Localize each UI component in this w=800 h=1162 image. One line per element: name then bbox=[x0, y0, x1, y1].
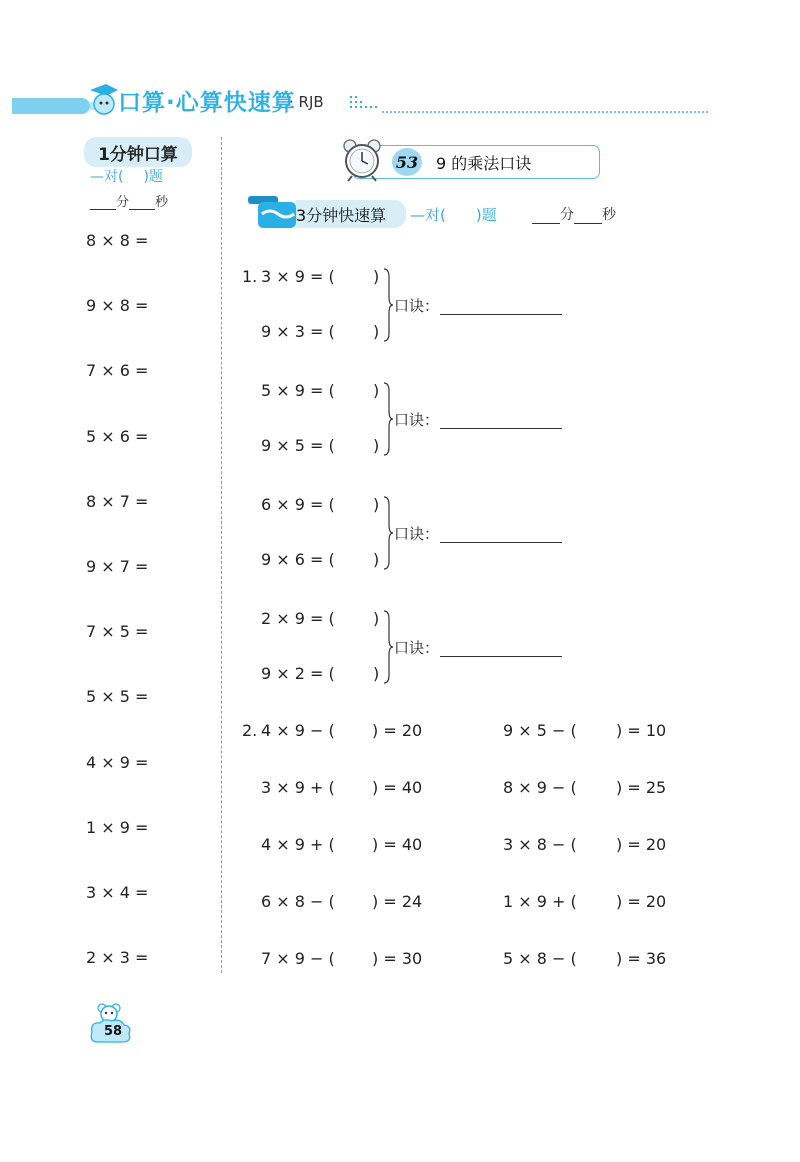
side-question: 9 × 8 = bbox=[86, 296, 149, 316]
part1-answer-slot[interactable] bbox=[338, 609, 370, 629]
part2-right-expr: 1 × 9 + ( bbox=[503, 892, 577, 911]
rhyme-label: 口诀： bbox=[394, 525, 440, 543]
side-question: 8 × 8 = bbox=[86, 231, 149, 250]
side-question: 2 × 3 = bbox=[86, 948, 149, 968]
side-question: 5 × 6 = bbox=[86, 426, 149, 446]
part2-right-answer-slot[interactable] bbox=[578, 721, 612, 741]
side-min-blank[interactable] bbox=[90, 209, 116, 210]
side-title: 1分钟口算 bbox=[84, 137, 192, 167]
part2-left-answer-slot[interactable] bbox=[336, 721, 368, 741]
part1-expr-a: 5 × 9 = ( bbox=[261, 381, 335, 400]
part2-left-expr: 7 × 9 − ( bbox=[261, 949, 335, 968]
section-score-prefix: —对( bbox=[410, 206, 446, 224]
lesson-title: 9 的乘法口诀 bbox=[436, 154, 532, 173]
part2-left-answer-slot[interactable] bbox=[336, 892, 368, 912]
page-number: 58 bbox=[103, 1024, 123, 1039]
part1-number: 1. bbox=[242, 267, 258, 286]
section-score-suffix: )题 bbox=[475, 206, 497, 224]
side-sec-blank[interactable] bbox=[129, 209, 155, 210]
part1-answer-slot[interactable] bbox=[338, 436, 370, 456]
part2-left-expr: 3 × 9 + ( bbox=[261, 778, 335, 797]
header-bar bbox=[12, 98, 90, 114]
part2-left-result: ) = 24 bbox=[372, 892, 423, 911]
part1-expr-a: 6 × 9 = ( bbox=[261, 495, 335, 514]
side-score-prefix: —对( bbox=[90, 169, 124, 185]
section-icon bbox=[246, 194, 296, 230]
mascot-icon bbox=[86, 80, 120, 120]
part1-expr-a: 2 × 9 = ( bbox=[261, 609, 335, 628]
part2-left-expr: 6 × 8 − ( bbox=[261, 892, 335, 911]
part2-right-result: ) = 20 bbox=[616, 892, 667, 911]
part2-left-result: ) = 30 bbox=[372, 949, 423, 968]
rhyme-label: 口诀： bbox=[394, 411, 440, 429]
section-min-label: 分 bbox=[560, 207, 574, 223]
side-time bbox=[90, 191, 168, 210]
part2-right-result: ) = 36 bbox=[616, 949, 667, 968]
part1-expr-b: 9 × 6 = ( bbox=[261, 550, 335, 569]
side-question: 7 × 5 = bbox=[86, 622, 149, 642]
part2-left-result: ) = 40 bbox=[372, 835, 423, 854]
part2-right-expr: 3 × 8 − ( bbox=[503, 835, 577, 854]
part2-left-result: ) = 40 bbox=[372, 778, 423, 797]
curly-brace-icon bbox=[381, 495, 395, 571]
part2-left-expr: 4 × 9 − ( bbox=[261, 721, 335, 740]
part2-left-result: ) = 20 bbox=[372, 721, 423, 740]
side-question: 7 × 6 = bbox=[86, 361, 149, 381]
part1-answer-slot[interactable] bbox=[338, 550, 370, 570]
section-sec-label: 秒 bbox=[602, 207, 616, 223]
side-question: 3 × 4 = bbox=[86, 883, 149, 902]
curly-brace-icon bbox=[381, 381, 395, 457]
rhyme-label: 口诀： bbox=[394, 297, 440, 315]
side-min-label: 分 bbox=[116, 195, 130, 210]
part1-answer-slot[interactable] bbox=[338, 495, 370, 515]
side-question: 8 × 7 = bbox=[86, 491, 149, 511]
part1-answer-slot[interactable] bbox=[338, 664, 370, 684]
part2-right-answer-slot[interactable] bbox=[578, 949, 612, 969]
column-divider bbox=[221, 137, 222, 973]
rhyme-label: 口诀： bbox=[394, 639, 440, 657]
part1-close-paren: ) bbox=[373, 322, 380, 341]
curly-brace-icon bbox=[381, 609, 395, 685]
part2-right-answer-slot[interactable] bbox=[578, 892, 612, 912]
side-question: 4 × 9 = bbox=[86, 752, 149, 772]
part2-right-expr: 8 × 9 − ( bbox=[503, 778, 577, 797]
part2-right-expr: 9 × 5 − ( bbox=[503, 721, 577, 740]
part1-close-paren: ) bbox=[373, 381, 380, 400]
part1-close-paren: ) bbox=[373, 267, 380, 286]
alarm-clock-icon bbox=[340, 137, 384, 183]
part1-close-paren: ) bbox=[373, 664, 380, 683]
part1-close-paren: ) bbox=[373, 609, 380, 628]
header-dotted-line bbox=[382, 111, 708, 113]
brand-title: 口算·心算快速算 bbox=[118, 90, 296, 116]
part2-left-expr: 4 × 9 + ( bbox=[261, 835, 335, 854]
part2-right-answer-slot[interactable] bbox=[578, 835, 612, 855]
rhyme-answer-line[interactable] bbox=[440, 542, 562, 543]
part2-left-answer-slot[interactable] bbox=[336, 835, 368, 855]
side-score-suffix: )题 bbox=[143, 169, 163, 185]
part1-close-paren: ) bbox=[373, 495, 380, 514]
rhyme-answer-line[interactable] bbox=[440, 314, 562, 315]
part2-right-result: ) = 25 bbox=[616, 778, 667, 797]
dots-grid-icon bbox=[350, 94, 378, 112]
section-score bbox=[410, 204, 497, 225]
part1-answer-slot[interactable] bbox=[338, 322, 370, 342]
part2-number: 2. bbox=[242, 721, 258, 740]
part2-right-result: ) = 20 bbox=[616, 835, 667, 854]
side-question: 5 × 5 = bbox=[86, 687, 149, 707]
section-sec-blank[interactable] bbox=[574, 223, 602, 224]
curly-brace-icon bbox=[381, 267, 395, 343]
part1-close-paren: ) bbox=[373, 436, 380, 455]
part1-expr-a: 3 × 9 = ( bbox=[261, 267, 335, 286]
part1-answer-slot[interactable] bbox=[338, 381, 370, 401]
lesson-number: 53 bbox=[392, 148, 422, 176]
part2-left-answer-slot[interactable] bbox=[336, 949, 368, 969]
section-time bbox=[532, 204, 616, 224]
part1-answer-slot[interactable] bbox=[338, 267, 370, 287]
side-question: 9 × 7 = bbox=[86, 557, 149, 576]
part2-left-answer-slot[interactable] bbox=[336, 778, 368, 798]
part2-right-answer-slot[interactable] bbox=[578, 778, 612, 798]
part2-right-expr: 5 × 8 − ( bbox=[503, 949, 577, 968]
part1-close-paren: ) bbox=[373, 550, 380, 569]
section-min-blank[interactable] bbox=[532, 223, 560, 224]
side-sec-label: 秒 bbox=[155, 195, 169, 210]
part2-right-result: ) = 10 bbox=[616, 721, 667, 740]
section-label: 3分钟快速算 bbox=[296, 206, 387, 225]
part1-expr-b: 9 × 5 = ( bbox=[261, 436, 335, 455]
edition-label: · RJB bbox=[289, 93, 324, 111]
part1-expr-b: 9 × 2 = ( bbox=[261, 664, 335, 683]
side-question: 1 × 9 = bbox=[86, 817, 149, 837]
rhyme-answer-line[interactable] bbox=[440, 656, 562, 657]
part1-expr-b: 9 × 3 = ( bbox=[261, 322, 335, 341]
side-score bbox=[90, 166, 163, 186]
rhyme-answer-line[interactable] bbox=[440, 428, 562, 429]
